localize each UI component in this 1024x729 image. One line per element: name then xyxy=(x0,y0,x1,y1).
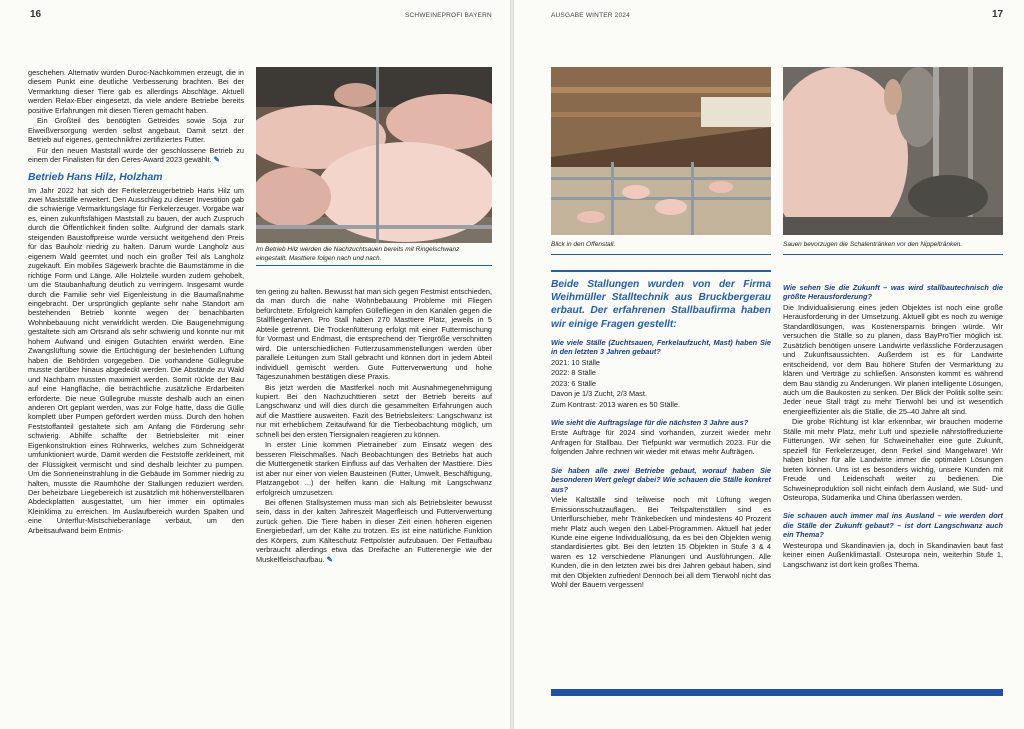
running-header-left: SCHWEINEPROFI BAYERN xyxy=(405,12,492,19)
answer-line: Zum Kontrast: 2013 waren es 50 Ställe. xyxy=(551,399,680,409)
endmark-icon: ✎ xyxy=(326,554,333,564)
caption-rule xyxy=(551,254,771,255)
question: Sie schauen auch immer mal ins Ausland – wie werden dort die Ställe der Zukunft gebaut? – ist dort Langschwanz auch ein Thema? xyxy=(783,511,1003,540)
photo-caption: Im Betrieb Hilz werden die Nachzuchtsauen bereits mit Ringelschwanz eingestallt. Masttiere folgen nach und nach. xyxy=(256,246,460,262)
paragraph: ten gering zu halten. Bewusst hat man sich gegen Festmist entschieden, da man durch die nahe Wohnbebauung Probleme mit Fliegen befürchtete. Erfolgreich kämpfen Güllefliegen in den Kanälen gegen die Stallfliegenlarven. Pro Stall haben 270 Masttiere Platz, jeweils in 5 Abteile getrennt. Die Trockenfütterung erfolgt mit einer Futtermischung für Vormast und Endmast, die entsprechend der Tiergröße verschnitten wird. Die unterschiedlichen Futterzusammenstellungen werden über parallele Leitungen zum Stall gebracht und können dort in jedem Abteil individuell gemischt werden. Gute Futterverwertung und hohe Tageszunahmen bestätigen diese Praxis. xyxy=(256,287,492,382)
bottom-bar xyxy=(551,689,1003,696)
left-column-1 xyxy=(28,68,244,536)
question: Wie viele Ställe (Zuchtsauen, Ferkelaufzucht, Mast) haben Sie in den letzten 3 Jahren gebaut? xyxy=(551,337,771,357)
caption-rule xyxy=(256,265,492,266)
running-header-right: AUSGABE WINTER 2024 xyxy=(551,12,630,19)
intro-divider xyxy=(551,270,771,272)
answer: Die grobe Richtung ist klar erkennbar, wir brauchen moderne Ställe mit mehr Platz, mehr Luft und spezielle nährstoffreduzierte Fütterungen. Wir sehen für Schweinehalter eine gute Zukunft, speziell für Ferkelerzeuger, denn Ferkel sind Mangelware! Wir haben bisher für alle Landwirte immer die optimalen Lösungen bieten können. Uns ist es besonders wichtig, unsere Kunden mit Freude und Leidenschaft weiter zu bedienen. Die Schweineproduktion soll nicht einfach dem Ausland, wie Süd- und Osteuropa, Südamerika und China überlassen werden. xyxy=(783,417,1003,502)
drinker-photo xyxy=(783,67,1003,235)
pig-photo xyxy=(256,67,492,243)
paragraph: Bei offenen Stallsystemen muss man sich als Betriebsleiter bewusst sein, dass in der kalten Jahreszeit Magerfleisch und Futterverwertung zurück gehen. Die Tiere haben in dieser Zeit einen höheren eigenen Energiebedarf, um der Kälte zu trotzen. Es ist eine natürliche Funktion des Körpers, zum Kälteschutz Fettpolster aufzubauen. Der Fettaufbau verbraucht allerdings etwa das Dreifache an Futterenergie wie der Muskelfleischaufbau. ✎ xyxy=(256,497,492,564)
paragraph: Im Jahr 2022 hat sich der Ferkelerzeugerbetrieb Hans Hilz um zwei Mastställe erweitert. Den Ausschlag zu dieser Investition gab die schwierige Vermarktungslage für Ferkelerzeuger. Vorgabe war es, einen zukunftsfähigen Maststall zu bauen, der auch Zuspruch durch die Öffentlichkeit finden sollte. Aufgrund der damals stark steigenden Baustoffpreise wurde versucht weitgehend den Preis für das Bauholz niedrig zu halten. Darum wurde Langholz aus eigenem Wald geerntet und noch ein großer Teil als Langholz zugekauft. Ein mobiles Sägewerk brachte die Baumstämme in die richtige Form und Länge. Alle Holzteile wurden zudem gehobelt, um die Staubanhaftung deutlich zu verringern. Insgesamt wurde durch die Familie sehr viel Eigenleistung in die Baumaßnahme eingebracht. Der ursprünglich geplante sehr nahe Standort am bestehenden Betrieb konnte wegen der benachbarten Wohnbebauung nicht verwirklicht werden. Die Baugenehmigung gestaltete sich am Ortsrand als sehr schwierig und konnte nur mit hohem Aufwand und einigen Gutachten erwirkt werden. Eine Zwangslüftung sowie die Ertüchtigung der bestehenden Lüftung haben die Behörden vorgegeben. Die vorhandene Güllegrube musste darüber hinaus abgedeckt werden. Die Abstände zu Wald und Nachbarn mussten maximiert werden. Somit rückte der Bau auf eine Hangfläche, die beträchtliche zusätzliche Erdarbeiten erforderte. Die neue Güllegrube musste deshalb auch an einen anderen Ort geplant werden, was zur Folge hatte, dass die Gülle komplett über Pumpen gefördert werden muss. Durch den hohen Feststoffanteil gestaltete sich am Anfang die Förderung sehr schwierig. Abhilfe schaffte der Betriebsleiter mit einer Eigenkonstruktion eines Rührwerks, welches zum Schneidgerät umfunktioniert wurde. Damit werden die Feststoffe zerkleinert, mit der Flüssigkeit vermischt und sind deshalb leichter zu pumpen. Um die Sonneneinstrahlung in die Gebäude im Sommer niedrig zu halten, musste die Raumhöhe der Stallungen reduziert werden. Der beheizbare Liegebereich ist zusätzlich mit höhenverstellbaren Abdeckplatten ausgestattet, um hier immer ein optimales Kleinklima zu erreichen. Im Auslaufbereich wurden Spalten und eine Unterflur-Mistschieberanlage verbaut, um den Arbeitsaufwand beim Entmis- xyxy=(28,185,244,535)
right-column-2 xyxy=(783,283,1003,570)
paragraph: Bis jetzt werden die Mastferkel noch mit Ausnahmegenehmigung kupiert. Bei den Nachzuchttieren setzt der Betrieb bereits auf Langschwanz und will dies durch die gesammelten Erfahrungen auch auf die Masttiere ausweiten. Fazit des Betriebsleiters: Langschwanz ist nur mit erheblichem Zeitaufwand für die Tierbeobachtung möglich, um schnell bei den ersten Tiersignalen reagieren zu können. xyxy=(256,382,492,439)
right-page xyxy=(514,0,1024,729)
question: Wie sieht die Auftragslage für die nächsten 3 Jahre aus? xyxy=(551,417,749,427)
answer-line: 2023: 6 Ställe xyxy=(551,378,596,388)
page-number-right: 17 xyxy=(992,9,1004,20)
paragraph: Ein Großteil des benötigten Getreides sowie Soja zur Eiweißversorgung werden selbst angebaut. Damit setzt der Betrieb auf eigenes, gentechnikfrei zertifiziertes Futter. xyxy=(28,116,244,145)
question: Wie sehen Sie die Zukunft – was wird stallbautechnisch die größte Herausforderung? xyxy=(783,283,1003,302)
photo-caption: Sauen bevorzugen die Schalentränken vor den Nippeltränken. xyxy=(783,241,963,248)
left-page xyxy=(0,0,510,729)
answer-line: 2022: 8 Ställe xyxy=(551,368,596,378)
answer: Westeuropa und Skandinavien ja, doch in Skandinavien baut fast keiner einen Außenklimastall. Osteuropa nein, weiterhin Stufe 1, Langschwanz ist dort kein großes Thema. xyxy=(783,540,1003,569)
left-column-2 xyxy=(256,287,492,565)
paragraph: In erster Linie kommen Pietraineber zum Einsatz wegen des besseren Fleischmaßes. Nach Beobachtungen des Betriebs hat auch die Muttergenetik starken Einfluss auf das Verhalten der Masttiere. Dies ist aber nur einer von vielen Bausteinen (Futter, Umwelt, Beschäftigung, Platzangebot ...) der helfen kann die Haltung mit Langschwanz erfolgreich umzusetzen. xyxy=(256,440,492,497)
answer-line: Davon je 1/3 Zucht, 2/3 Mast. xyxy=(551,389,647,399)
answer: Die Individualisierung eines jeden Objektes ist noch eine große Herausforderung in der Umsetzung. Aktuell gibt es noch zu wenige Standardlösungen, was Kostenersparnis bringen würde. Wir versuchen die Ställe so zu planen, dass BayProTier möglich ist. Zusätzlich benötigen unsere Landwirte verlässliche Förderzusagen und Zukunftsaussichten. Außerdem ist es für Landwirte entscheidend, vor dem Bau höhere Stufen der Vermarktung zu klären und Verträge zu schließen. Ansonsten kommt es während dem Bau ständig zu Änderungen. Wir planen intelligente Lösungen, auch um die Baukosten zu senken. Der Blick der Politik sollte sein: Jeder neue Stall trägt zu mehr Tierwohl bei und ist wesentlich energieeffizienter als die Ställe, die 25–40 Jahre alt sind. xyxy=(783,302,1003,416)
intro-text: Beide Stallungen wurden von der Firma Weihmüller Stalltechnik aus Bruckbergerau erbaut. Der erfahrenen Stallbaufirma haben wir einige Fragen gestellt: xyxy=(551,279,771,330)
answer: Erste Aufträge für 2024 sind vorhanden, zurzeit wieder mehr Anfragen für Stallbau. Der Tiefpunkt war vermutlich 2023. Für die folgenden Jahre rechnen wir wieder mit etwas mehr Aufträgen. xyxy=(551,428,771,457)
paragraph: geschehen. Alternativ wurden Duroc-Nachkommen erzeugt, die in diesem Punkt eine deutliche Verbesserung brachten. Bei der Vermarktung dieser Tiere gab es allerdings Abschläge. Aktuell werden Relax-Eber eingesetzt, da viele andere Betriebe bereits positive Erfahrungen mit diesen Tieren gemacht haben. xyxy=(28,68,244,115)
question: Sie haben alle zwei Betriebe gebaut, worauf haben Sie besonderen Wert gelegt dabei? Wie schauen die Ställe konkret aus? xyxy=(551,465,771,494)
endmark-icon: ✎ xyxy=(213,155,220,165)
caption-rule xyxy=(783,254,1003,255)
paragraph: Für den neuen Maststall wurde der geschlossene Betrieb zu einem der Finalisten für den Ceres-Award 2023 gewählt. ✎ xyxy=(28,145,244,165)
answer-line: 2021: 10 Ställe xyxy=(551,357,600,367)
photo-caption: Blick in den Offenstall. xyxy=(551,241,616,248)
page-number-left: 16 xyxy=(30,9,42,20)
right-column-1 xyxy=(551,278,771,591)
stall-photo xyxy=(551,67,771,235)
section-title: Betrieb Hans Hilz, Holzham xyxy=(28,171,163,183)
answer: Viele Kaltställe sind teilweise noch mit Lüftung wegen Emissionsschutzauflagen. Bei Teilspaltenställen sind es Unterflurschieber, mehr Tränkebecken und mindestens 40 Prozent mehr Platz auch wegen den Label-Programmen. Aktuell hat jeder Kunde eine eigene Individuallösung, da es bei den Objekten wenig standardisiertes gibt. Bei den letzten 15 Objekten in Stufe 3 & 4 waren es 12 verschiedene Planungen und Ausführungen. Alle Kunden, die in den letzten zwei bis drei Jahren gebaut haben, sind mit den Objekten zufrieden! Dennoch bei all dem Tierwohl nicht das Wohl der Bauern vergessen! xyxy=(551,495,771,590)
